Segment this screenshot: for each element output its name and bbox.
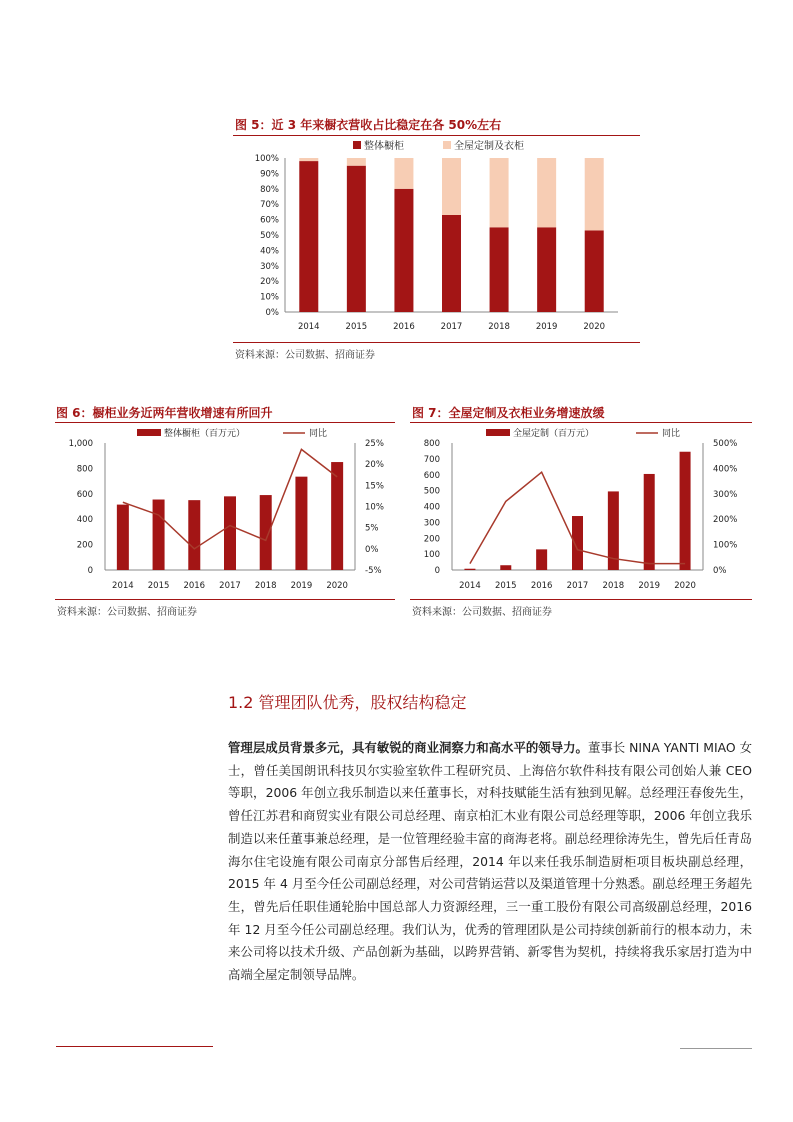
y-left-tick-label: 400 <box>76 515 93 526</box>
x-tick-label: 2015 <box>345 322 368 332</box>
y-right-tick-label: 200% <box>713 515 738 526</box>
y-tick-label: 40% <box>260 246 279 257</box>
x-tick-label: 2015 <box>494 581 517 591</box>
x-tick-label: 2020 <box>583 322 606 332</box>
bar <box>644 474 655 570</box>
paragraph-lead: 管理层成员背景多元，具有敏锐的商业洞察力和高水平的领导力。 <box>228 740 588 755</box>
legend-line-label: 同比 <box>662 429 681 439</box>
x-tick-label: 2019 <box>535 322 558 332</box>
y-tick-label: 30% <box>260 261 279 272</box>
legend-bar-label: 整体橱柜（百万元） <box>164 429 246 439</box>
y-left-tick-label: 200 <box>76 540 93 551</box>
x-tick-label: 2016 <box>530 581 553 591</box>
y-tick-label: 50% <box>260 231 279 241</box>
y-right-tick-label: 5% <box>365 523 379 534</box>
y-right-tick-label: 25% <box>365 439 384 449</box>
y-right-tick-label: -5% <box>365 566 382 576</box>
body-paragraph <box>228 737 752 987</box>
y-left-tick-label: 200 <box>423 534 440 545</box>
y-tick-label: 60% <box>260 215 279 226</box>
figure-6-source: 资料来源：公司数据、招商证券 <box>57 607 197 618</box>
x-tick-label: 2016 <box>393 322 415 332</box>
x-tick-label: 2014 <box>459 581 481 591</box>
bar-segment <box>585 230 604 312</box>
y-right-tick-label: 0% <box>365 544 379 555</box>
x-tick-label: 2018 <box>602 581 625 591</box>
bar-segment <box>347 158 366 166</box>
y-right-tick-label: 100% <box>713 540 738 551</box>
y-left-tick-label: 600 <box>423 470 440 481</box>
bar-segment <box>585 158 604 230</box>
y-left-tick-label: 100 <box>423 550 440 561</box>
y-tick-label: 100% <box>254 154 279 164</box>
y-right-tick-label: 15% <box>365 481 384 492</box>
bar-segment <box>442 215 461 312</box>
bar-segment <box>490 227 509 312</box>
legend-swatch <box>443 141 451 149</box>
bar <box>260 495 272 570</box>
bar <box>500 565 511 570</box>
y-left-tick-label: 400 <box>423 502 440 513</box>
figure-7-title: 图 7：全屋定制及衣柜业务增速放缓 <box>412 406 605 420</box>
y-left-tick-label: 800 <box>423 439 440 449</box>
bar-segment <box>347 166 366 312</box>
y-tick-label: 20% <box>260 277 279 288</box>
x-tick-label: 2017 <box>219 581 241 591</box>
legend-bar-swatch <box>486 429 510 436</box>
bar <box>295 477 307 570</box>
x-tick-label: 2019 <box>290 581 313 591</box>
x-tick-label: 2017 <box>440 322 463 332</box>
x-tick-label: 2014 <box>112 581 134 591</box>
figure-7-source: 资料来源：公司数据、招商证券 <box>412 607 552 618</box>
x-tick-label: 2018 <box>254 581 277 591</box>
bar-segment <box>394 189 413 312</box>
bar <box>224 496 236 570</box>
y-right-tick-label: 300% <box>713 489 738 500</box>
y-right-tick-label: 400% <box>713 464 738 475</box>
x-tick-label: 2020 <box>326 581 348 591</box>
y-left-tick-label: 1,000 <box>68 439 93 449</box>
bar-segment <box>537 158 556 227</box>
y-right-tick-label: 500% <box>713 439 738 449</box>
bar <box>188 500 200 570</box>
x-tick-label: 2020 <box>674 581 696 591</box>
figure-5-bottom-rule <box>233 342 640 343</box>
legend-label: 整体橱柜 <box>364 141 404 152</box>
legend-bar-swatch <box>137 429 161 436</box>
bar-segment <box>299 161 318 312</box>
section-title: 1.2 管理团队优秀，股权结构稳定 <box>228 693 467 712</box>
footer-left-rule <box>56 1046 213 1047</box>
bar <box>153 500 165 570</box>
legend-label: 全屋定制及衣柜 <box>454 141 524 152</box>
legend-bar-label: 全屋定制（百万元） <box>513 429 595 439</box>
x-tick-label: 2017 <box>566 581 589 591</box>
y-tick-label: 80% <box>260 184 279 195</box>
y-left-tick-label: 300 <box>423 518 440 529</box>
figure-6-chart <box>55 423 395 599</box>
bar-segment <box>299 158 318 161</box>
y-right-tick-label: 10% <box>365 502 384 513</box>
bar-segment <box>442 158 461 215</box>
x-tick-label: 2018 <box>488 322 510 332</box>
bar-segment <box>394 158 413 189</box>
y-left-tick-label: 800 <box>76 464 93 475</box>
legend-line-label: 同比 <box>309 429 328 439</box>
y-tick-label: 0% <box>265 308 279 318</box>
x-tick-label: 2014 <box>297 322 320 332</box>
y-left-tick-label: 600 <box>76 489 93 500</box>
bar <box>464 569 475 570</box>
y-tick-label: 10% <box>260 292 279 303</box>
y-left-tick-label: 0 <box>434 566 440 576</box>
x-tick-label: 2015 <box>147 581 170 591</box>
y-right-tick-label: 0% <box>713 566 727 576</box>
bar <box>331 462 343 570</box>
bar <box>680 452 691 570</box>
figure-6-bottom-rule <box>55 599 395 600</box>
footer-right-rule <box>680 1048 752 1049</box>
bar <box>117 505 129 570</box>
y-left-tick-label: 500 <box>423 486 440 497</box>
bar <box>536 549 547 570</box>
bar-segment <box>537 227 556 312</box>
figure-6-title: 图 6：橱柜业务近两年营收增速有所回升 <box>56 406 273 420</box>
x-tick-label: 2016 <box>183 581 206 591</box>
figure-7-chart <box>410 423 752 599</box>
bar-segment <box>490 158 509 227</box>
figure-5-chart <box>233 136 643 342</box>
y-left-tick-label: 0 <box>87 566 93 576</box>
paragraph-body: 董事长 NINA YANTI MIAO 女士，曾任美国朗讯科技贝尔实验室软件工程研究员、上海倍尔软件科技有限公司创始人兼 CEO 等职，2006 年创立我乐制造以来任董事长，对科技赋能生活有独到见解。总经理汪春俊先生，曾任江苏君和商贸实业有限公司总经理、南京柏汇木业有限公司总经理等职，2006 年创立我乐制造以来任董事兼总经理，是一位管理经验丰富的商海老将。副总经理徐涛先生，曾先后任青岛海尔住宅设施有限公司南京分部售后经理，2014 年以来任我乐制造厨柜项目板块副总经理，2015 年 4 月至今任公司副总经理，对公司营销运营以及渠道管理十分熟悉。副总经理王务超先生，曾先后任职佳通轮胎中国总部人力资源经理，三一重工股份有限公司高级副总经理，2016 年 12 月至今任公司副总经理。我们认为，优秀的管理团队是公司持续创新前行的根本动力，未来公司将以技术升级、产品创新为基础，以跨界营销、新零售为契机，持续将我乐家居打造为中高端全屋定制领导品牌。 <box>228 740 752 983</box>
figure-5-title: 图 5：近 3 年来橱衣营收占比稳定在各 50%左右 <box>235 118 502 132</box>
y-right-tick-label: 20% <box>365 460 384 471</box>
figure-5-source: 资料来源：公司数据、招商证券 <box>235 350 375 361</box>
y-tick-label: 90% <box>260 169 279 180</box>
y-tick-label: 70% <box>260 200 279 211</box>
figure-7-bottom-rule <box>410 599 752 600</box>
legend-swatch <box>353 141 361 149</box>
y-left-tick-label: 700 <box>423 454 440 465</box>
x-tick-label: 2019 <box>638 581 661 591</box>
